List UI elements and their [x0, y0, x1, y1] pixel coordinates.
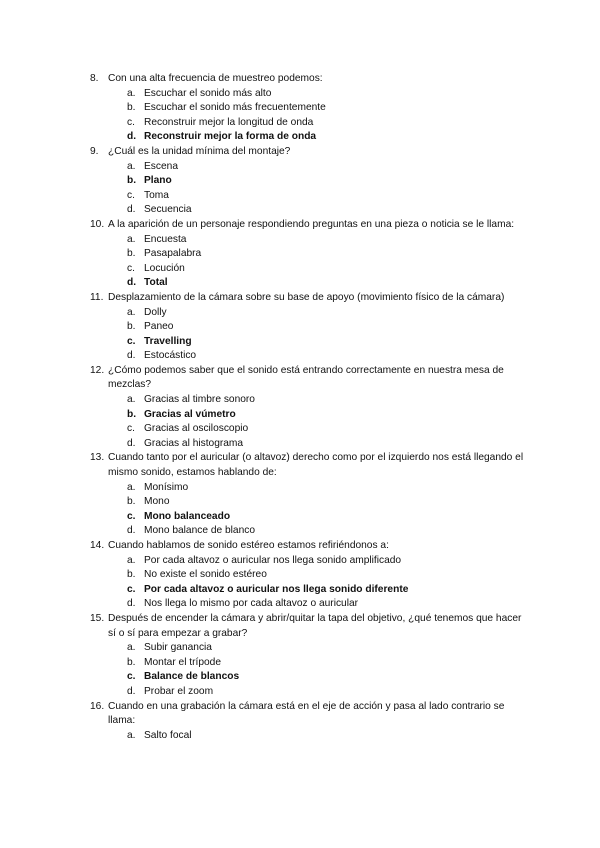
option-letter: b.: [127, 248, 136, 260]
question-text: Con una alta frecuencia de muestreo podemos:: [108, 73, 323, 84]
question-number: 9.: [90, 145, 99, 157]
question-text: Después de encender la cámara y abrir/quitar la tapa del objetivo, ¿qué tenemos que hacer sí o sí para empezar a grabar?: [108, 612, 522, 639]
option-letter: b.: [127, 656, 136, 668]
question-text: Desplazamiento de la cámara sobre su base de apoyo (movimiento físico de la cámara): [108, 291, 505, 303]
option-letter: d.: [127, 350, 136, 362]
option-letter: a.: [127, 481, 136, 493]
option-correct: [0, 335, 600, 350]
option-letter: d.: [127, 277, 137, 289]
question-row: [0, 700, 600, 729]
option: [0, 495, 600, 510]
option-letter: a.: [127, 160, 136, 172]
option-text: Plano: [144, 175, 172, 187]
question-number: 11.: [90, 291, 104, 303]
question-12: [0, 364, 600, 452]
option-correct: [0, 583, 600, 598]
option-text: Reconstruir mejor la longitud de onda: [144, 116, 314, 128]
option-text: Estocástico: [144, 350, 197, 362]
option-letter: c.: [127, 583, 136, 595]
option-letter: c.: [127, 423, 135, 435]
option: [0, 203, 600, 218]
question-14: [0, 539, 600, 612]
question-text: Cuando tanto por el auricular (o altavoz) derecho como por el izquierdo nos está llegando el mismo sonido, estamos hablando de:: [108, 452, 524, 479]
option-letter: d.: [127, 437, 136, 449]
question-16: [0, 700, 600, 744]
option-correct: [0, 130, 600, 145]
option-text: Paneo: [144, 321, 174, 333]
document-page: [0, 72, 600, 743]
option-text: Gracias al histograma: [144, 437, 244, 449]
option-letter: b.: [127, 175, 137, 187]
option-letter: c.: [127, 189, 135, 201]
option-text: Pasapalabra: [144, 248, 202, 260]
option-letter: c.: [127, 262, 135, 274]
option-letter: a.: [127, 87, 136, 99]
option-letter: d.: [127, 598, 136, 610]
option-correct: [0, 510, 600, 525]
option-letter: a.: [127, 554, 136, 566]
option-letter: c.: [127, 116, 135, 128]
question-13: [0, 451, 600, 539]
option-letter: d.: [127, 204, 136, 216]
question-number: 12.: [90, 364, 105, 376]
option-text: Nos llega lo mismo por cada altavoz o auricular: [144, 598, 359, 610]
option-text: Mono: [144, 496, 170, 508]
option-text: Dolly: [144, 306, 167, 318]
question-row: [0, 451, 600, 480]
option: [0, 320, 600, 335]
option: [0, 685, 600, 700]
question-row: [0, 145, 600, 160]
option-text: Monísimo: [144, 481, 189, 493]
option-text: Salto focal: [144, 729, 192, 741]
option-letter: c.: [127, 671, 136, 683]
option: [0, 656, 600, 671]
option: [0, 729, 600, 744]
option-text: Escuchar el sonido más alto: [144, 87, 272, 99]
option-text: Montar el trípode: [144, 656, 222, 668]
option-text: Subir ganancia: [144, 642, 212, 654]
option: [0, 349, 600, 364]
question-row: [0, 539, 600, 554]
option-text: Por cada altavoz o auricular nos llega sonido amplificado: [144, 554, 402, 566]
question-15: [0, 612, 600, 700]
question-8: [0, 72, 600, 145]
question-number: 10.: [90, 218, 105, 230]
question-number: 8.: [90, 73, 99, 84]
option-letter: d.: [127, 131, 137, 143]
option-correct: [0, 670, 600, 685]
option-letter: d.: [127, 525, 136, 537]
option: [0, 393, 600, 408]
option: [0, 597, 600, 612]
option-letter: c.: [127, 335, 136, 347]
option-letter: a.: [127, 394, 136, 406]
question-text: Cuando hablamos de sonido estéreo estamos refiriéndonos a:: [108, 540, 389, 551]
question-number: 15.: [90, 612, 105, 624]
option-correct: [0, 276, 600, 291]
question-11: [0, 291, 600, 364]
option: [0, 568, 600, 583]
option: [0, 481, 600, 496]
option-text: Mono balance de blanco: [144, 525, 256, 537]
option: [0, 262, 600, 277]
option-text: Escena: [144, 160, 178, 172]
option: [0, 437, 600, 452]
option-text: Toma: [144, 189, 169, 201]
option-text: Travelling: [144, 335, 192, 347]
question-text: A la aparición de un personaje respondiendo preguntas en una pieza o noticia se le llama:: [108, 218, 515, 230]
option: [0, 422, 600, 437]
option-letter: c.: [127, 510, 136, 522]
question-text: ¿Cuál es la unidad mínima del montaje?: [108, 145, 291, 157]
option: [0, 306, 600, 321]
option: [0, 160, 600, 175]
option-letter: b.: [127, 102, 136, 114]
option-letter: b.: [127, 321, 136, 333]
option-letter: a.: [127, 642, 136, 654]
option: [0, 116, 600, 131]
question-9: [0, 145, 600, 218]
option-text: No existe el sonido estéreo: [144, 569, 267, 581]
option-text: Reconstruir mejor la forma de onda: [144, 131, 317, 143]
option-text: Balance de blancos: [144, 671, 240, 683]
question-text: Cuando en una grabación la cámara está en el eje de acción y pasa al lado contrario se llama:: [108, 700, 505, 727]
option: [0, 554, 600, 569]
option-correct: [0, 174, 600, 189]
question-row: [0, 218, 600, 233]
question-number: 16.: [90, 700, 105, 712]
option: [0, 641, 600, 656]
option: [0, 247, 600, 262]
option-text: Locución: [144, 262, 185, 274]
question-row: [0, 364, 600, 393]
option: [0, 101, 600, 116]
option-letter: b.: [127, 408, 137, 420]
option: [0, 524, 600, 539]
option-text: Secuencia: [144, 204, 192, 216]
question-number: 13.: [90, 452, 105, 464]
option-letter: d.: [127, 685, 136, 697]
option-text: Escuchar el sonido más frecuentemente: [144, 102, 326, 114]
question-number: 14.: [90, 540, 105, 551]
question-10: [0, 218, 600, 291]
option-letter: b.: [127, 569, 136, 581]
option-text: Gracias al timbre sonoro: [144, 394, 255, 406]
option-text: Gracias al osciloscopio: [144, 423, 249, 435]
option-text: Por cada altavoz o auricular nos llega sonido diferente: [144, 583, 409, 595]
option-text: Gracias al vúmetro: [144, 408, 236, 420]
option-text: Mono balanceado: [144, 510, 231, 522]
option-correct: [0, 408, 600, 423]
option-text: Encuesta: [144, 233, 187, 245]
question-row: [0, 612, 600, 641]
option-letter: a.: [127, 306, 136, 318]
option: [0, 233, 600, 248]
option-letter: b.: [127, 496, 136, 508]
option-text: Probar el zoom: [144, 685, 214, 697]
option-letter: a.: [127, 729, 136, 741]
question-row: [0, 291, 600, 306]
question-row: [0, 72, 600, 87]
option-text: Total: [144, 277, 168, 289]
option-letter: a.: [127, 233, 136, 245]
option: [0, 87, 600, 102]
option: [0, 189, 600, 204]
question-text: ¿Cómo podemos saber que el sonido está entrando correctamente en nuestra mesa de mezclas?: [108, 364, 504, 391]
